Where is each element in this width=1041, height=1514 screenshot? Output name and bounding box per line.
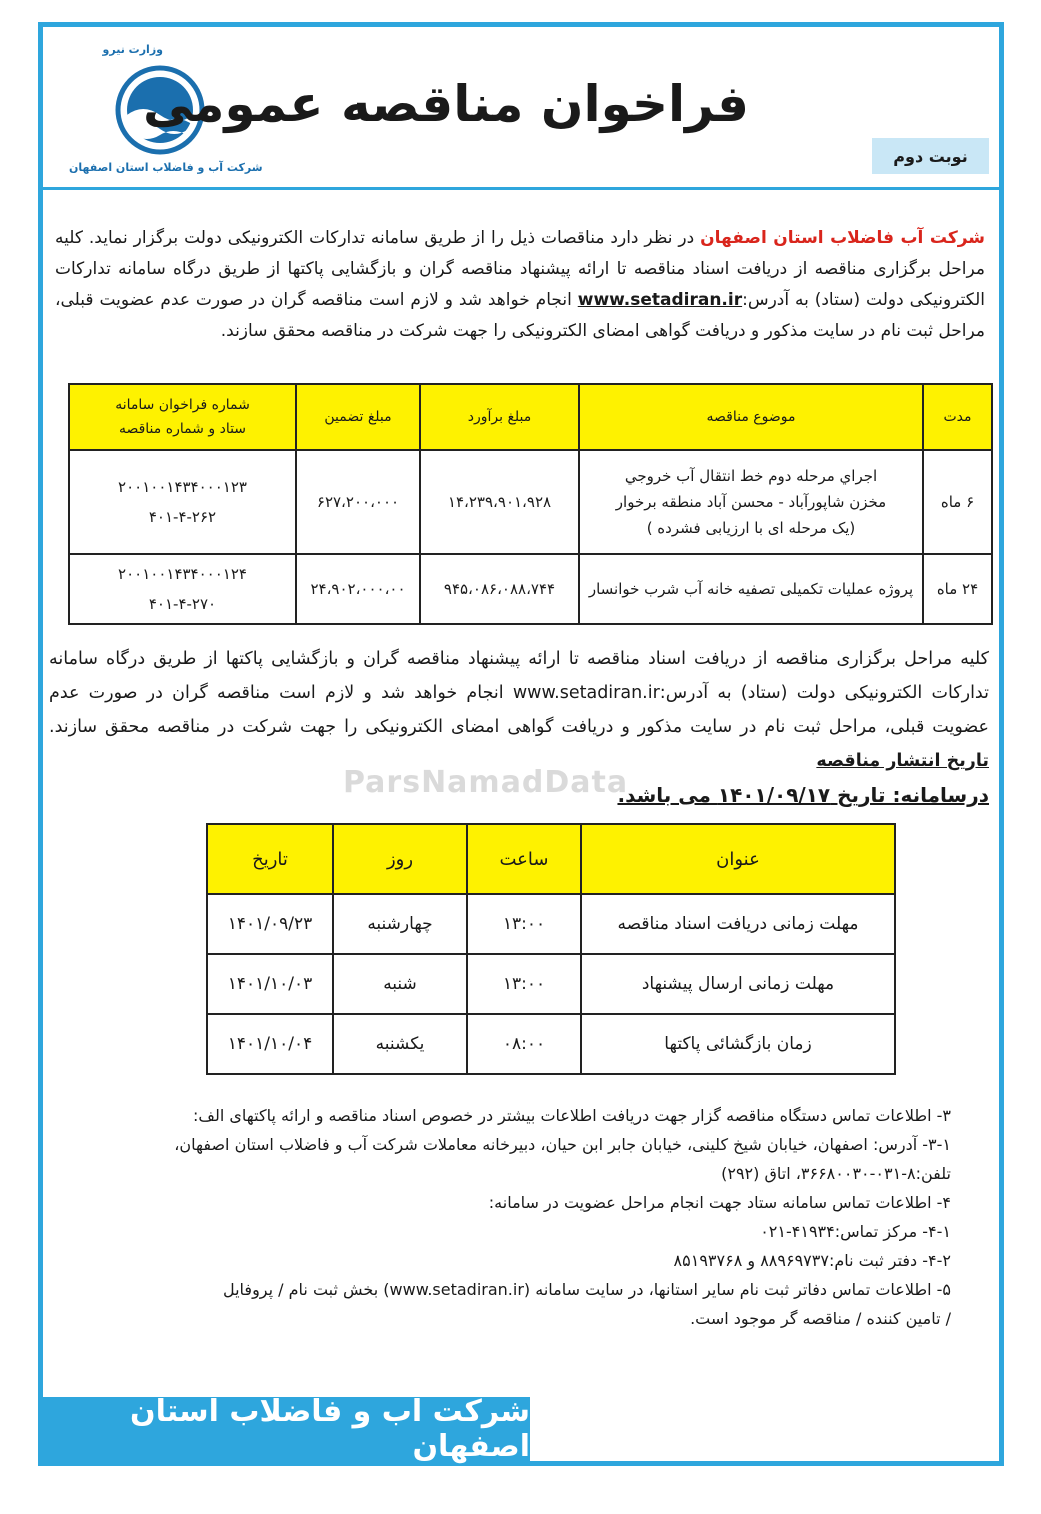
row-title: زمان بازگشائی پاکتها bbox=[581, 1014, 895, 1074]
header-number bbox=[69, 384, 296, 450]
row-day: شنبه bbox=[333, 954, 467, 1014]
round-badge: نوبت دوم bbox=[872, 138, 989, 174]
header-guarantee: مبلغ تضمین bbox=[296, 384, 420, 450]
header-date: تاریخ bbox=[207, 824, 333, 894]
schedule-header-row bbox=[207, 824, 895, 894]
row-subject bbox=[579, 450, 923, 554]
contact-line: ۴-۱- مرکز تماس:۴۱۹۳۴-۰۲۱ bbox=[760, 1222, 951, 1241]
header-subject: موضوع مناقصه bbox=[579, 384, 923, 450]
row-guarantee: ۶۲۷،۲۰۰،۰۰۰ bbox=[296, 450, 420, 554]
tenders-table bbox=[68, 383, 993, 625]
row-title: مهلت زمانی دریافت اسناد مناقصه bbox=[581, 894, 895, 954]
header bbox=[43, 27, 999, 190]
table-row bbox=[207, 954, 895, 1014]
second-paragraph bbox=[49, 642, 989, 812]
row-subject-line3: (یک مرحله ای با ارزیابی فشرده ) bbox=[646, 519, 856, 537]
header-title: عنوان bbox=[581, 824, 895, 894]
header-duration: مدت bbox=[923, 384, 992, 450]
contact-line: ۴- اطلاعات تماس سامانه ستاد جهت انجام مراحل عضویت در سامانه: bbox=[488, 1193, 951, 1212]
second-para-text: کلیه مراحل برگزاری مناقصه از دریافت اسناد مناقصه تا ارائه پیشنهاد مناقصه گران و بازگشایی پاکتها از طریق درگاه سامانه تدارکات الکترونیکی دولت (ستاد) به آدرس:www.setadiran.ir انجام خواهد شد و لازم است مناقصه گران در صورت عدم عضویت قبلی، مراحل ثبت نام در سایت مذکور و دریافت گواهی امضای الکترونیکی را جهت شرکت در مناقصه محقق سازند. bbox=[49, 649, 989, 737]
notice-frame bbox=[38, 22, 1004, 1466]
contact-line: / تامین کننده / مناقصه گر موجود است. bbox=[690, 1309, 951, 1328]
row-subject: پروژه عملیات تکمیلی تصفیه خانه آب شرب خوانسار bbox=[579, 554, 923, 624]
schedule-table bbox=[206, 823, 896, 1075]
logo-company-text: شرکت آب و فاضلاب استان اصفهان bbox=[69, 161, 263, 174]
row-number bbox=[69, 554, 296, 624]
intro-paragraph bbox=[55, 223, 985, 347]
setad-link[interactable]: www.setadiran.ir bbox=[577, 290, 743, 310]
row-title: مهلت زمانی ارسال پیشنهاد bbox=[581, 954, 895, 1014]
contact-line: تلفن:۸-۰۳۱-۳۶۶۸۰۰۳۰، اتاق (۲۹۲) bbox=[721, 1164, 951, 1183]
intro-text-b: انجام خواهد شد و لازم است مناقصه گران در صورت عدم عضویت قبلی، مراحل ثبت نام در سایت مذکور و دریافت گواهی امضای الکترونیکی را جهت شرکت در مناقصه محقق سازند. bbox=[55, 290, 985, 341]
row-number-line1: ۲۰۰۱۰۰۱۴۳۴۰۰۰۱۲۴ bbox=[118, 565, 247, 583]
row-time: ۰۸:۰۰ bbox=[467, 1014, 581, 1074]
row-subject-line1: اجراي مرحله دوم خط انتقال آب خروجي bbox=[624, 467, 878, 485]
row-subject-line2: مخزن شاپورآباد - محسن آباد منطقه برخوار bbox=[615, 493, 887, 511]
footer-banner: شرکت آب و فاضلاب استان اصفهان bbox=[40, 1397, 530, 1461]
contact-line: ۳-۱- آدرس: اصفهان، خیابان شیخ کلینی، خیابان جابر ابن حیان، دبیرخانه معاملات شرکت آب و فاضلاب استان اصفهان، bbox=[174, 1135, 951, 1154]
publication-date: درسامانه: تاریخ ۱۴۰۱/۰۹/۱۷ می باشد. bbox=[617, 783, 989, 807]
row-date: ۱۴۰۱/۱۰/۰۳ bbox=[207, 954, 333, 1014]
row-number-line1: ۲۰۰۱۰۰۱۴۳۴۰۰۰۱۲۳ bbox=[118, 478, 247, 496]
row-duration: ۲۴ ماه bbox=[923, 554, 992, 624]
row-duration: ۶ ماه bbox=[923, 450, 992, 554]
header-time: ساعت bbox=[467, 824, 581, 894]
row-time: ۱۳:۰۰ bbox=[467, 954, 581, 1014]
watermark: ParsNamadData bbox=[343, 765, 629, 800]
row-estimate: ۹۴۵،۰۸۶،۰۸۸،۷۴۴ bbox=[420, 554, 579, 624]
table-row bbox=[69, 450, 992, 554]
row-date: ۱۴۰۱/۱۰/۰۴ bbox=[207, 1014, 333, 1074]
header-number-line1: شماره فراخوان سامانه bbox=[115, 397, 250, 413]
tenders-header-row bbox=[69, 384, 992, 450]
contact-line: ۵- اطلاعات تماس دفاتر ثبت نام سایر استانها، در سایت سامانه (www.setadiran.ir) بخش ثبت نام / پروفایل bbox=[222, 1280, 951, 1299]
row-date: ۱۴۰۱/۰۹/۲۳ bbox=[207, 894, 333, 954]
company-name: شرکت آب فاضلاب استان اصفهان bbox=[700, 228, 986, 248]
row-day: یکشنبه bbox=[333, 1014, 467, 1074]
header-number-line2: ستاد و شماره مناقصه bbox=[118, 421, 247, 437]
header-day: روز bbox=[333, 824, 467, 894]
contact-line: ۳- اطلاعات تماس دستگاه مناقصه گزار جهت دریافت اطلاعات بیشتر در خصوص اسناد مناقصه و ارائه پاکتهای الف: bbox=[192, 1106, 951, 1125]
contact-line: ۴-۲- دفتر ثبت نام:۸۸۹۶۹۷۳۷ و ۸۵۱۹۳۷۶۸ bbox=[673, 1251, 951, 1270]
table-row bbox=[207, 1014, 895, 1074]
logo-ministry-text: وزارت نیرو bbox=[102, 43, 163, 56]
row-guarantee: ۲۴،۹۰۲،۰۰۰،۰۰ bbox=[296, 554, 420, 624]
publication-label: تاریخ انتشار مناقصه bbox=[816, 751, 989, 771]
row-number-line2: ۴۰۱-۴-۲۶۲ bbox=[148, 508, 217, 526]
table-row bbox=[207, 894, 895, 954]
row-day: چهارشنبه bbox=[333, 894, 467, 954]
row-time: ۱۳:۰۰ bbox=[467, 894, 581, 954]
contact-list bbox=[71, 1101, 951, 1333]
table-row bbox=[69, 554, 992, 624]
page-title: فراخوان مناقصه عمومی bbox=[142, 75, 749, 133]
row-number-line2: ۴۰۱-۴-۲۷۰ bbox=[148, 595, 217, 613]
header-estimate: مبلغ برآورد bbox=[420, 384, 579, 450]
row-estimate: ۱۴،۲۳۹،۹۰۱،۹۲۸ bbox=[420, 450, 579, 554]
row-number bbox=[69, 450, 296, 554]
intro-text-a: در نظر دارد مناقصات ذیل را از طریق سامانه تدارکات الکترونیکی دولت برگزار نماید. کلیه مراحل برگزاری مناقصه از دریافت اسناد مناقصه تا ارائه پیشنهاد مناقصه گران و بازگشایی پاکتها از طریق درگاه سامانه تدارکات الکترونیکی دولت (ستاد) به آدرس: bbox=[55, 228, 985, 310]
